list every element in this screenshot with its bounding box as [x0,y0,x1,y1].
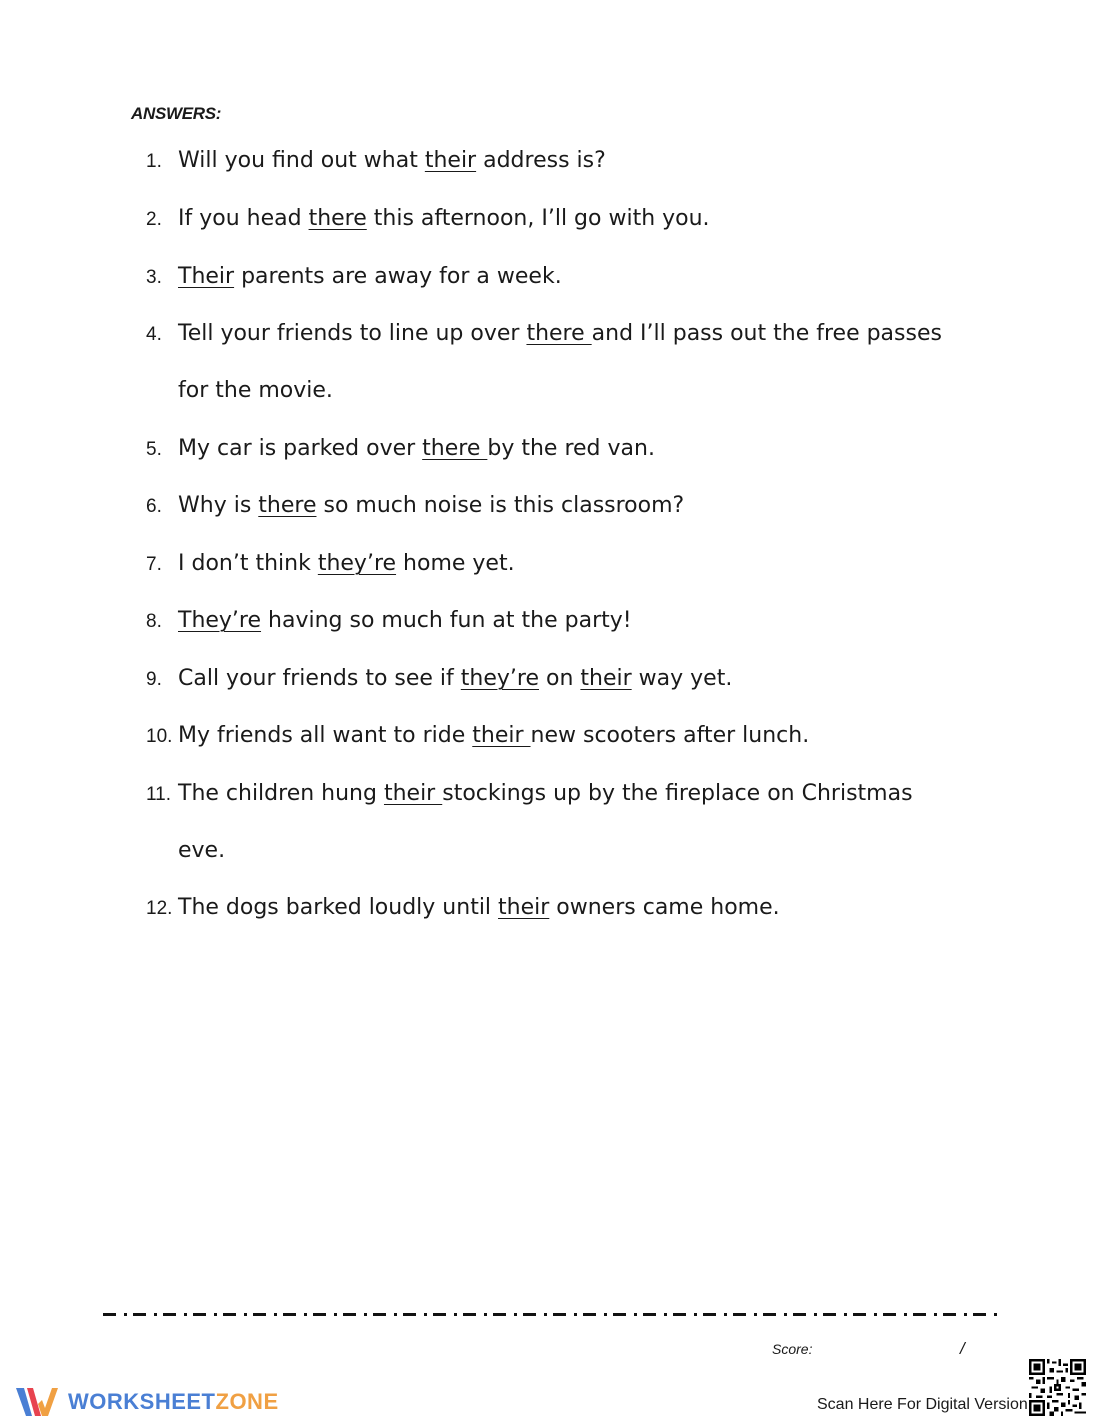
answer-word: they’re [460,666,539,691]
answer-number: 12. [146,898,173,919]
answers-heading: ANSWERS: [131,104,222,123]
sentence-text: eve. [178,838,226,863]
sentence-text: Tell your friends to line up over [178,321,527,346]
answer-line [178,264,562,289]
answer-number: 5. [146,439,162,460]
answer-word: there [526,321,592,346]
answer-line [178,493,684,518]
sentence-text: home yet. [396,551,515,576]
sentence-text: Will you find out what [178,148,425,173]
answer-word: their [580,666,632,691]
answer-number: 4. [146,324,162,345]
answer-word: Their [178,264,235,289]
answer-number: 8. [146,611,162,632]
answer-word: there [258,493,317,518]
qr-code-icon[interactable] [1029,1359,1086,1416]
sentence-text: owners came home. [549,895,780,920]
logo-text [68,1389,279,1415]
sentence-text: I don’t think [178,551,318,576]
dashed-divider [103,1313,1003,1316]
answer-number: 11. [146,784,172,805]
sentence-text: The dogs barked loudly until [178,895,499,920]
sentence-text: My friends all want to ride [178,723,473,748]
sentence-text: so much noise is this classroom? [316,493,685,518]
answer-number: 9. [146,669,162,690]
answer-word: there [422,436,488,461]
answer-line [178,666,732,691]
sentence-text: on [539,666,581,691]
answer-line [178,551,515,576]
answer-line [178,781,913,806]
answer-word: there [308,206,367,231]
answer-word: they’re [317,551,397,576]
score-label: Score: [772,1341,813,1357]
answer-number: 2. [146,209,162,230]
sentence-text: new scooters after lunch. [530,723,810,748]
answer-word: They’re [178,608,262,633]
score-separator: / [960,1339,965,1358]
sentence-text: Why is [178,493,259,518]
sentence-text: Call your friends to see if [178,666,461,691]
sentence-text: way yet. [631,666,733,691]
answer-line [178,378,333,403]
answer-word: their [498,895,550,920]
answer-number: 1. [146,151,162,172]
answer-line [178,895,780,920]
answer-line [178,148,606,173]
answer-number: 7. [146,554,162,575]
sentence-text: The children hung [178,781,384,806]
answer-word: their [424,148,477,173]
logo-text-worksheet: WORKSHEET [68,1389,216,1414]
sentence-text: having so much fun at the party! [261,608,632,633]
answer-word: their [383,781,443,806]
sentence-text: stockings up by the fireplace on Christmas [442,781,913,806]
sentence-text: address is? [476,148,606,173]
scan-here-text: Scan Here For Digital Version [817,1396,1028,1413]
sentence-text: this afternoon, I’ll go with you. [366,206,710,231]
answer-number: 6. [146,496,162,517]
answer-number: 10. [146,726,173,747]
logo-text-zone: ZONE [215,1389,279,1414]
sentence-text: If you head [178,206,309,231]
answer-line [178,608,632,633]
answer-word: their [472,723,531,748]
answer-line [178,838,225,863]
sentence-text: by the red van. [487,436,655,461]
answer-number: 3. [146,267,162,288]
sentence-text: parents are away for a week. [234,264,562,289]
sentence-text: and I’ll pass out the free passes [591,321,942,346]
sentence-text: for the movie. [178,378,333,403]
sentence-text: My car is parked over [178,436,423,461]
answer-line [178,321,942,346]
answer-line [178,723,809,748]
w-logo-icon [14,1382,62,1422]
answer-line [178,436,655,461]
answer-line [178,206,710,231]
